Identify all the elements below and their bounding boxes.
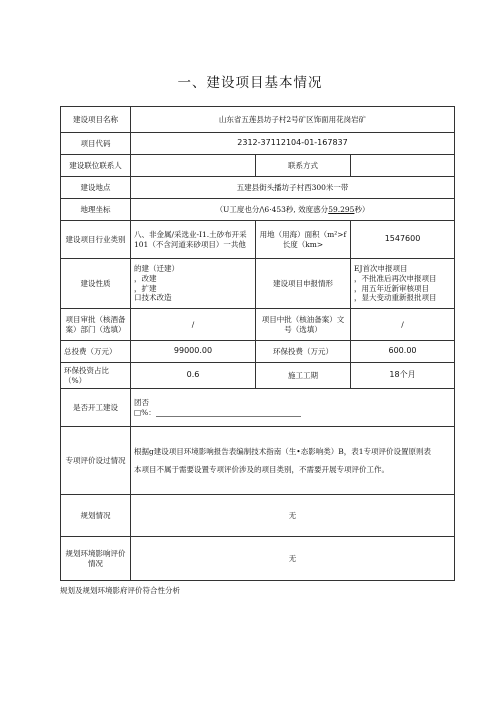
row-approval [61, 309, 455, 341]
plan-env-value: 无 [131, 537, 455, 581]
code-label: 项目代码 [61, 133, 131, 155]
declare-option-major: ，显大变动重新报批项目 [354, 293, 437, 303]
location-value: 五建县街头播坊子村西300米一带 [131, 177, 455, 199]
row-contact [61, 155, 455, 177]
row-plan [61, 495, 455, 537]
project-info-table [60, 106, 455, 581]
industry-value: 八、非金属/采选业-I1.土砂布开采101（不含河道来砂项目）一共他 [131, 221, 256, 259]
nature-option-rebuild: ，改建 [134, 273, 157, 283]
coords-label: 地理坐标 [61, 199, 131, 221]
nature-option-new: 的建（迁建） [134, 264, 179, 273]
declare-option-first: EJ首次申报项目 [354, 264, 408, 273]
row-plan-env [61, 537, 455, 581]
row-ratio [61, 363, 455, 389]
total-invest-label: 总投费（万元） [61, 341, 131, 363]
contact-person-label: 建设联位联系人 [61, 155, 131, 177]
special-text-1: 根据g建设项目环境影响报告表编制技术指南（生•态影响类）B，表1专项评价设置原则表 [134, 446, 432, 456]
coords-value-a: （U工度也分/\6·453秒, 效度惑分 [215, 204, 329, 214]
area-value: 1547600 [351, 221, 455, 259]
started-option-yes [134, 408, 451, 418]
env-invest-label: 环保投费（万元） [256, 341, 351, 363]
special-label: 专项评价设过情况 [61, 427, 131, 495]
period-value: 18个月 [351, 363, 455, 389]
contact-method-label: 联系方式 [256, 155, 351, 177]
started-options [131, 389, 455, 427]
plan-label: 规划情况 [61, 495, 131, 537]
location-label: 建设地点 [61, 177, 131, 199]
plan-env-label: 规划环境影响评价情况 [61, 537, 131, 581]
row-investment [61, 341, 455, 363]
env-invest-value: 600.00 [351, 341, 455, 363]
plan-value: 无 [131, 495, 455, 537]
page-title: 一、建设项目基本情况 [177, 75, 323, 91]
nature-option-upgrade: 口技术改造 [134, 293, 172, 303]
total-invest-value: 99000.00 [131, 341, 256, 363]
approval-dept-value: / [131, 309, 256, 341]
env-ratio-value: 0.6 [131, 363, 256, 389]
row-coordinates [61, 199, 455, 221]
declare-option-review: ，用五年近新审核项目 [354, 283, 429, 293]
nature-option-expand: ，扩建 [134, 283, 157, 293]
approval-no-label: 项目中批（核油备案）文号（选填） [256, 309, 351, 341]
coords-value-c: 秒） [354, 204, 370, 214]
coords-value-b: 59.295 [328, 204, 355, 214]
nature-label: 建设性质 [61, 259, 131, 309]
started-label: 是否开工建设 [61, 389, 131, 427]
approval-dept-label: 项目审批（核酒备案）部门（选填） [61, 309, 131, 341]
declare-option-reapply: ，不批准后再次申报项目 [354, 273, 437, 283]
row-location [61, 177, 455, 199]
approval-no-value: / [351, 309, 455, 341]
contact-person-value [131, 155, 256, 177]
row-project-code [61, 133, 455, 155]
name-label: 建设项目名称 [61, 107, 131, 133]
name-value: 山东省五莲县坊子村2号矿区饰面用花岗岩矿 [131, 107, 455, 133]
declare-label: 建设项目申报情形 [256, 259, 351, 309]
contact-method-value [351, 155, 455, 177]
row-industry [61, 221, 455, 259]
row-special [61, 427, 455, 495]
started-option-no: 团否 [134, 397, 149, 407]
started-option-yes-text: □%： [134, 407, 156, 417]
code-value: 2312-37112104-01-167837 [131, 133, 455, 155]
industry-label: 建设项目行业类别 [61, 221, 131, 259]
footer-text: 规划及规划环境影府评价符合性分析 [60, 586, 180, 595]
period-label: 施工工期 [256, 363, 351, 389]
area-label: 用地（用海）面积（m²>f长度（km> [256, 221, 351, 259]
special-value [131, 427, 455, 495]
env-ratio-label: 环保投资占比（%） [61, 363, 131, 389]
row-project-name [61, 107, 455, 133]
row-started [61, 389, 455, 427]
special-text-2: 本项目不属于需要设置专项评价涉及的项目类别，不需要开展专项评价工作。 [134, 464, 389, 474]
row-nature [61, 259, 455, 309]
coords-value [131, 199, 455, 221]
declare-options [351, 259, 455, 309]
nature-options [131, 259, 256, 309]
started-blank-line [156, 409, 301, 417]
